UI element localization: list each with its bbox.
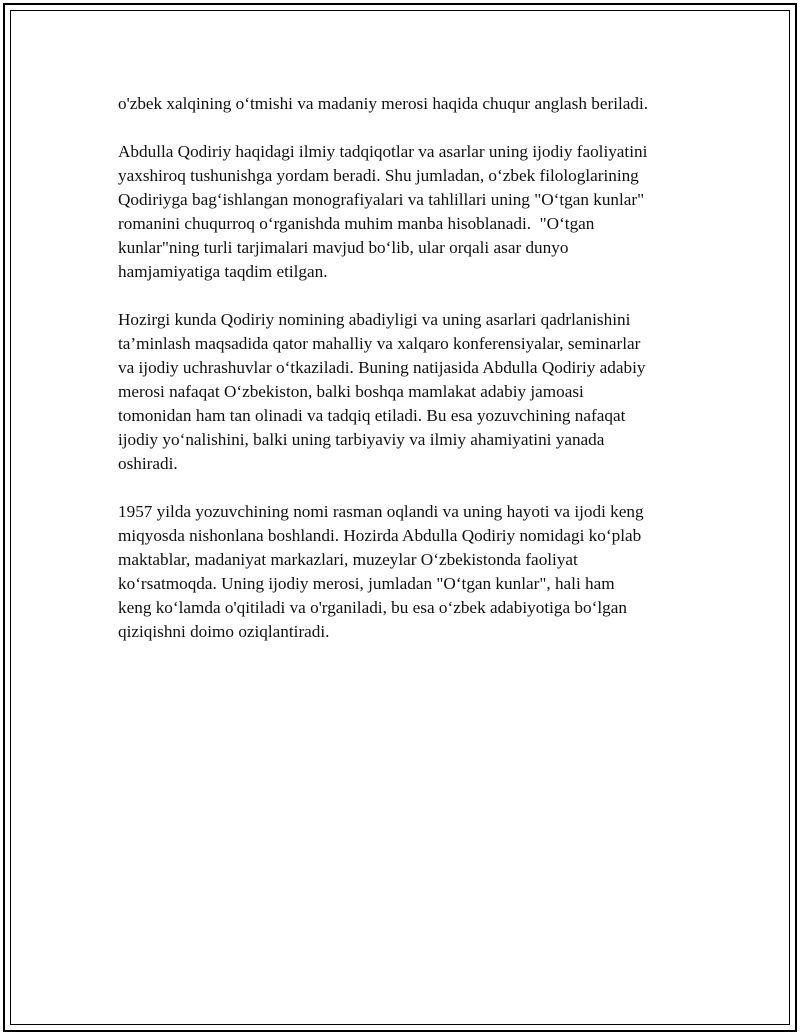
text-line: va ijodiy uchrashuvlar o‘tkaziladi. Buning natijasida Abdulla Qodiriy adabiy	[118, 358, 646, 377]
text-line: yaxshiroq tushunishga yordam beradi. Shu jumladan, o‘zbek filologlarining	[118, 166, 639, 185]
document-body	[118, 92, 718, 668]
text-line: romanini chuqurroq o‘rganishda muhim manba hisoblanadi. "O‘tgan	[118, 214, 595, 233]
paragraph-2	[118, 140, 718, 284]
text-line: oshiradi.	[118, 454, 178, 473]
paragraph-4	[118, 500, 718, 644]
text-line: ta’minlash maqsadida qator mahalliy va xalqaro konferensiyalar, seminarlar	[118, 334, 641, 353]
text-line: keng ko‘lamda o'qitiladi va o'rganiladi, bu esa o‘zbek adabiyotiga bo‘lgan	[118, 598, 627, 617]
text-line: tomonidan ham tan olinadi va tadqiq etiladi. Bu esa yozuvchining nafaqat	[118, 406, 626, 425]
text-line: o'zbek xalqining o‘tmishi va madaniy merosi haqida chuqur anglash beriladi.	[118, 94, 649, 113]
text-line: Hozirgi kunda Qodiriy nomining abadiyligi va uning asarlari qadrlanishini	[118, 310, 631, 329]
text-line: 1957 yilda yozuvchining nomi rasman oqlandi va uning hayoti va ijodi keng	[118, 502, 644, 521]
text-line: kunlar"ning turli tarjimalari mavjud bo‘lib, ular orqali asar dunyo	[118, 238, 569, 257]
text-line: maktablar, madaniyat markazlari, muzeylar O‘zbekistonda faoliyat	[118, 550, 578, 569]
text-line: ijodiy yo‘nalishini, balki uning tarbiyaviy va ilmiy ahamiyatini yanada	[118, 430, 605, 449]
text-line: qiziqishni doimo oziqlantiradi.	[118, 622, 330, 641]
text-line: Abdulla Qodiriy haqidagi ilmiy tadqiqotlar va asarlar uning ijodiy faoliyatini	[118, 142, 648, 161]
text-line: hamjamiyatiga taqdim etilgan.	[118, 262, 328, 281]
paragraph-3	[118, 308, 718, 476]
text-line: Qodiriyga bag‘ishlangan monografiyalari va tahlillari uning "O‘tgan kunlar"	[118, 190, 645, 209]
text-line: miqyosda nishonlana boshlandi. Hozirda Abdulla Qodiriy nomidagi ko‘plab	[118, 526, 642, 545]
paragraph-1	[118, 92, 718, 116]
text-line: merosi nafaqat O‘zbekiston, balki boshqa mamlakat adabiy jamoasi	[118, 382, 584, 401]
text-line: ko‘rsatmoqda. Uning ijodiy merosi, jumladan "O‘tgan kunlar", hali ham	[118, 574, 615, 593]
